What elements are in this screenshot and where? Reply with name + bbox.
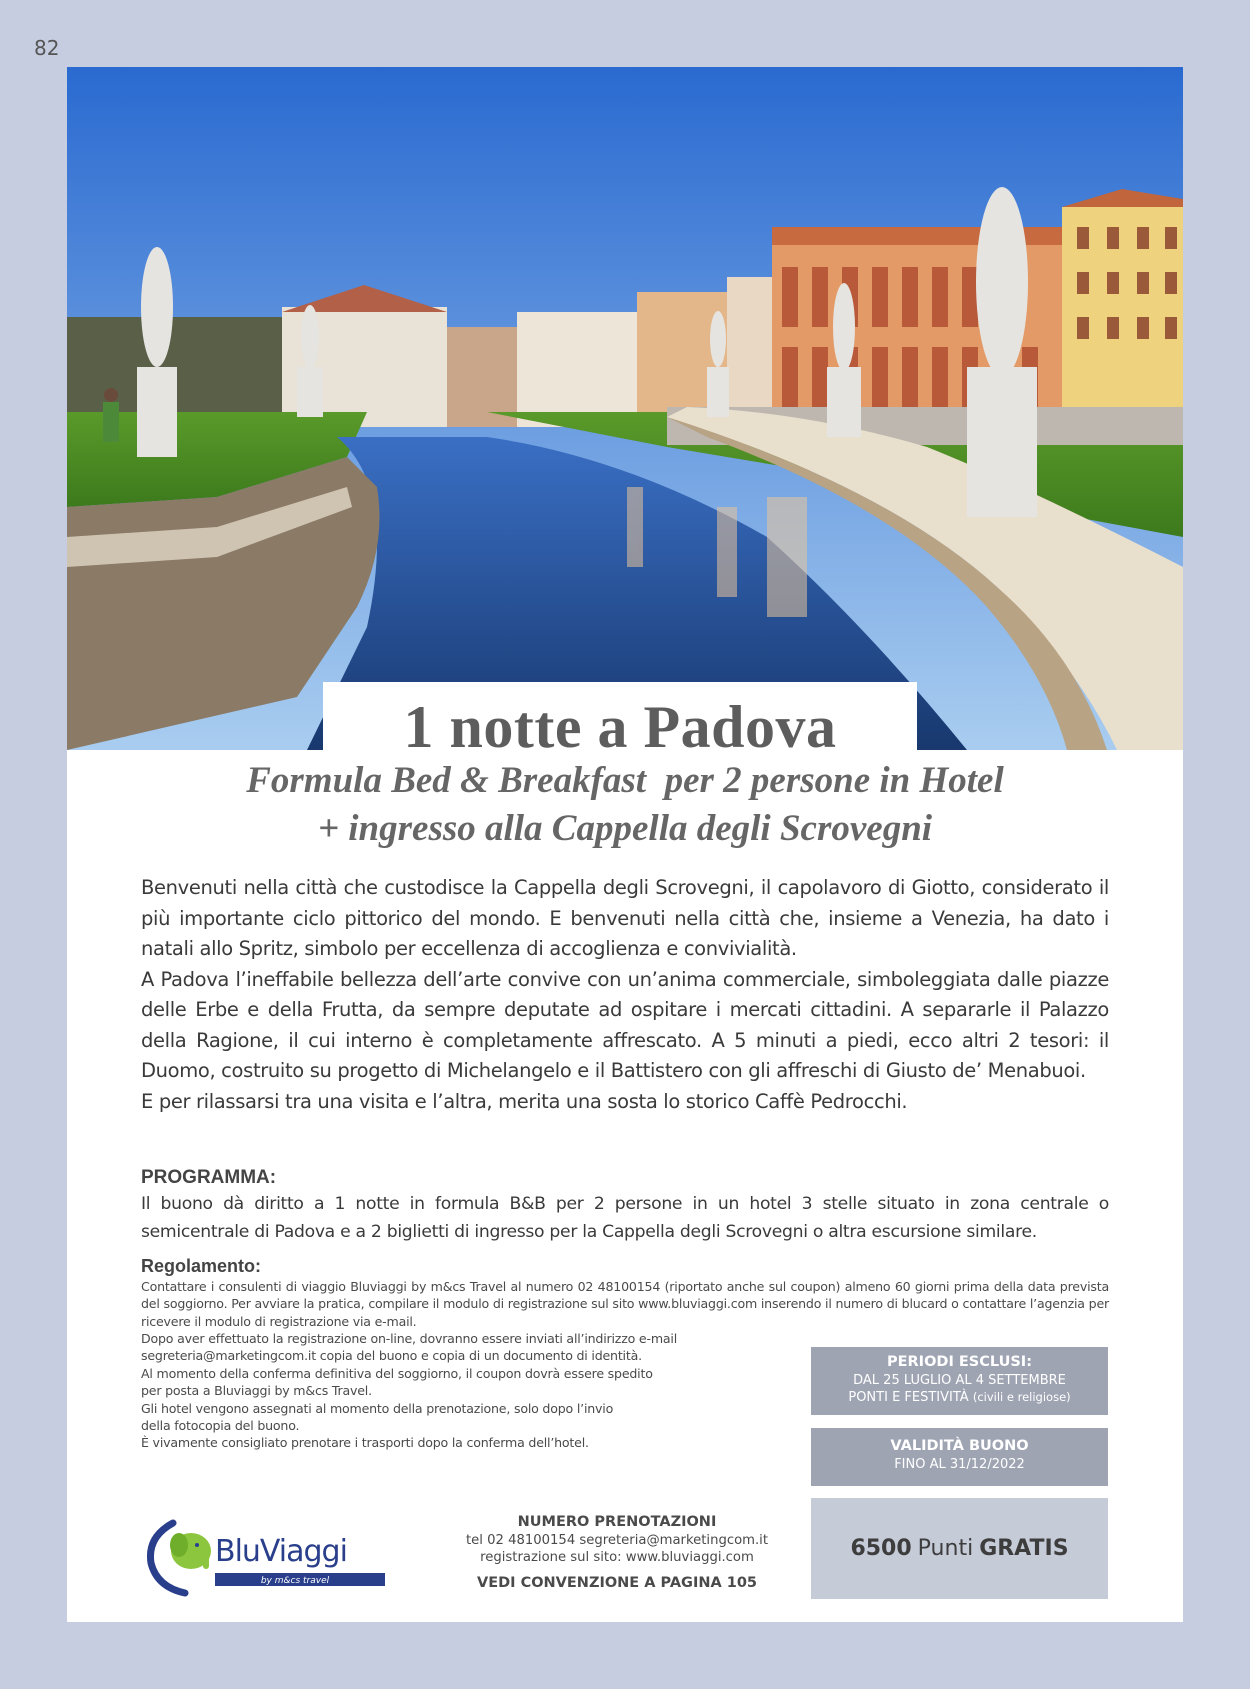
booking-convention: VEDI CONVENZIONE A PAGINA 105 <box>476 1575 758 1591</box>
periodi-title: PERIODI ESCLUSI: <box>886 1354 1033 1370</box>
regolamento-line: È vivamente consigliato prenotare i trasporti dopo la conferma dell’hotel. <box>141 1435 589 1451</box>
points-box <box>811 1498 1108 1599</box>
booking-heading: NUMERO PRENOTAZIONI <box>517 1514 717 1530</box>
validita-date: FINO AL 31/12/2022 <box>894 1457 1025 1472</box>
regolamento-details <box>141 1330 701 1452</box>
regolamento-line: della fotocopia del buono. <box>141 1418 300 1434</box>
points-gratis: GRATIS <box>979 1536 1069 1561</box>
regolamento-line: Al momento della conferma definitiva del soggiorno, il coupon dovrà essere spedito <box>141 1365 653 1381</box>
bluviaggi-logo <box>145 1507 401 1599</box>
intro-text <box>141 873 1109 1117</box>
logo-brand-text: BluViaggi <box>215 1534 347 1569</box>
points-word: Punti <box>917 1536 974 1561</box>
offer-title: 1 notte a Padova <box>403 693 837 760</box>
regolamento-line: Gli hotel vengono assegnati al momento della prenotazione, solo dopo l’invio <box>141 1400 614 1416</box>
bluviaggi-logo-mark <box>145 1507 401 1599</box>
logo-sub-text: by m&cs travel <box>260 1576 330 1586</box>
intro-paragraph: A Padova l’ineffabile bellezza dell’arte convive con un’anima commerciale, simboleggiata dalle piazze delle Erbe e della Frutta, da sempre deputate ad ospitare i mercati cittadini. A separarle il Palazzo della Ragione, il cui interno è completamente affrescato. A 5 minuti a piedi, ecco altri 2 tesori: il Duomo, costruito su progetto di Michelangelo e il Battistero con gli affreschi di Giusto de’ Menabuoi. <box>141 967 1109 1082</box>
regolamento-text <box>141 1278 1109 1330</box>
validita-box <box>811 1428 1108 1486</box>
booking-info <box>447 1512 787 1593</box>
booking-contacts: tel 02 48100154 segreteria@marketingcom.it <box>465 1533 769 1548</box>
periodi-esclusi-box <box>811 1347 1108 1415</box>
offer-subtitle <box>67 757 1183 853</box>
subtitle-line-1: Formula Bed & Breakfast per 2 persone in Hotel <box>246 760 1004 801</box>
subtitle-line-2: + ingresso alla Cappella degli Scrovegni <box>317 808 933 849</box>
regolamento-line: segreteria@marketingcom.it copia del buono e copia di un documento di identità. <box>141 1348 642 1364</box>
programma-text: Il buono dà diritto a 1 notte in formula B&B per 2 persone in un hotel 3 stelle situato in zona centrale o semicentrale di Padova e a 2 biglietti di ingresso per la Cappella degli Scrovegni o altra escursione similare. <box>141 1194 1109 1242</box>
regolamento-line: per posta a Bluviaggi by m&cs Travel. <box>141 1383 372 1399</box>
intro-paragraph: Benvenuti nella città che custodisce la Cappella degli Scrovegni, il capolavoro di Giotto, considerato il più importante ciclo pittorico del mondo. E benvenuti nella città che, insieme a Venezia, ha dato i natali allo Spritz, simbolo per eccellenza di accoglienza e convivialità. <box>141 876 1109 960</box>
points-number: 6500 <box>850 1536 912 1561</box>
offer-card <box>67 67 1183 1622</box>
validita-title: VALIDITÀ BUONO <box>890 1438 1029 1454</box>
regolamento-paragraph: Contattare i consulenti di viaggio Bluviaggi by m&cs Travel al numero 02 48100154 (riportato anche sul coupon) almeno 60 giorni prima della data prevista del soggiorno. Per avviare la pratica, compilare il modulo di registrazione sul sito www.bluviaggi.com inserendo il numero di blucard o contattare l’agenzia per ricevere il modulo di registrazione via e-mail. <box>141 1279 1109 1329</box>
padova-canal-photo <box>67 67 1183 750</box>
periodi-holidays-note: (civili e religiose) <box>972 1390 1071 1404</box>
periodi-holidays-label: PONTI E FESTIVITÀ <box>848 1390 969 1405</box>
booking-website: registrazione sul sito: www.bluviaggi.com <box>480 1550 754 1565</box>
page-number: 82 <box>34 36 60 60</box>
periodi-dates: DAL 25 LUGLIO AL 4 SETTEMBRE <box>853 1373 1066 1388</box>
regolamento-heading: Regolamento: <box>141 1256 262 1276</box>
periodi-holidays <box>811 1389 1108 1406</box>
intro-paragraph: E per rilassarsi tra una visita e l’altra, merita una sosta lo storico Caffè Pedrocchi. <box>141 1089 908 1113</box>
programma-heading: PROGRAMMA: <box>141 1167 277 1188</box>
regolamento-line: Dopo aver effettuato la registrazione on-line, dovranno essere inviati all’indirizzo e-mail <box>141 1331 678 1346</box>
